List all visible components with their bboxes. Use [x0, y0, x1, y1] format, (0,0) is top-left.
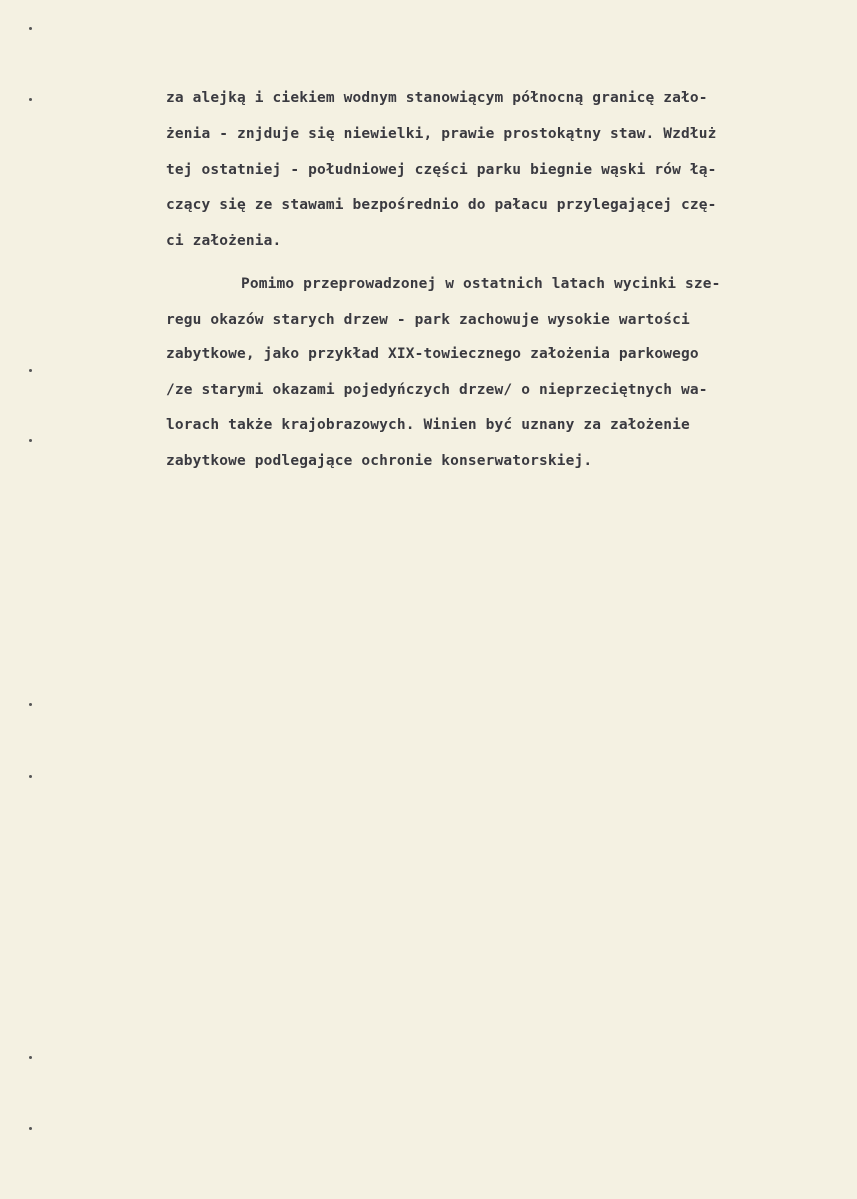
text-line: zabytkowe podlegające ochronie konserwatorskiej.	[166, 453, 593, 469]
margin-mark	[29, 703, 32, 706]
margin-mark	[29, 1127, 32, 1130]
text-line: żenia - znjduje się niewielki, prawie prostokątny staw. Wzdłuż	[166, 126, 717, 142]
margin-mark	[29, 439, 32, 442]
text-line: lorach także krajobrazowych. Winien być uznany za założenie	[166, 417, 690, 433]
text-line: Pomimo przeprowadzonej w ostatnich latach wycinki sze-	[241, 276, 721, 292]
text-line: czący się ze stawami bezpośrednio do pałacu przylegającej czę-	[166, 197, 717, 213]
text-line: ci założenia.	[166, 233, 282, 249]
text-line: zabytkowe, jako przykład XIX-towiecznego założenia parkowego	[166, 346, 699, 362]
margin-mark	[29, 369, 32, 372]
text-line: tej ostatniej - południowej części parku biegnie wąski rów łą-	[166, 162, 717, 178]
margin-mark	[29, 27, 32, 30]
margin-mark	[29, 98, 32, 101]
margin-mark	[29, 1056, 32, 1059]
text-line: regu okazów starych drzew - park zachowuje wysokie wartości	[166, 312, 690, 328]
text-line: za alejką i ciekiem wodnym stanowiącym północną granicę zało-	[166, 90, 708, 106]
margin-mark	[29, 775, 32, 778]
text-line: /ze starymi okazami pojedyńczych drzew/ o nieprzeciętnych wa-	[166, 382, 708, 398]
